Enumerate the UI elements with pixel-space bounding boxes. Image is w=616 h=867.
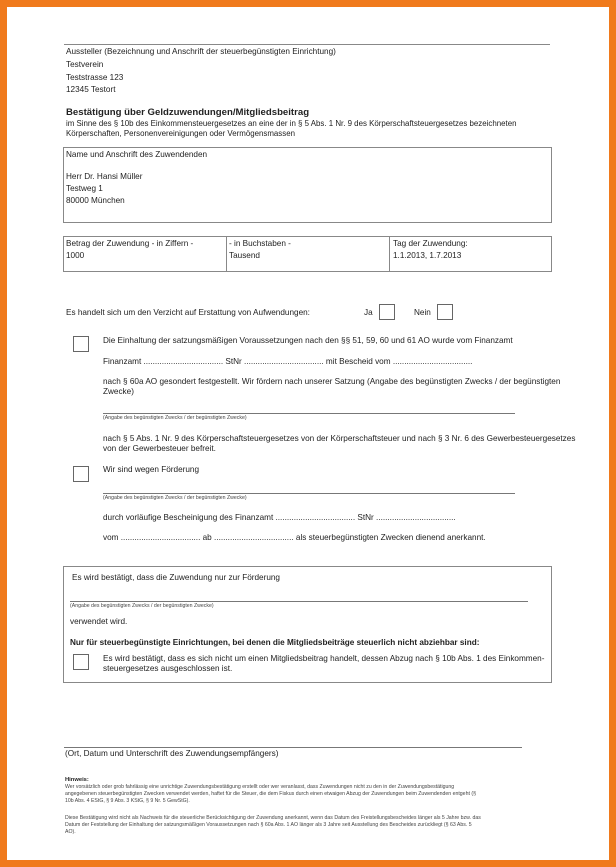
amount-words-value[interactable]: Tausend [229, 251, 260, 260]
waiver-no-checkbox[interactable] [437, 304, 453, 320]
notes-p1-line3: 10b Abs. 4 EStG, § 9 Abs. 3 KStG, § 9 Nr. 5 GewStG). [65, 798, 190, 804]
section1-purpose-hint: (Angabe des begünstigten Zwecks / der begünstigten Zwecke) [103, 415, 247, 421]
membership-checkbox[interactable] [73, 654, 89, 670]
waiver-yes-checkbox[interactable] [379, 304, 395, 320]
section2-checkbox[interactable] [73, 466, 89, 482]
amount-words-label: - in Buchstaben - [229, 239, 291, 248]
confirm-purpose-hint: (Angabe des begünstigten Zwecks / der begünstigten Zwecke) [70, 603, 214, 609]
notes-heading: Hinweis: [65, 777, 89, 783]
confirm-purpose-line[interactable] [70, 601, 528, 602]
donation-date-label: Tag der Zuwendung: [393, 239, 468, 248]
form-page [7, 7, 609, 860]
form-title: Bestätigung über Geldzuwendungen/Mitgliedsbeitrag [66, 107, 310, 118]
section2-purpose-line[interactable] [103, 493, 515, 494]
issuer-name: Testverein [66, 60, 104, 69]
issuer-city: 12345 Testort [66, 85, 116, 94]
issuer-street: Teststrasse 123 [66, 73, 124, 82]
section1-para-line2: Zwecke) [103, 387, 134, 396]
section1-checkbox[interactable] [73, 336, 89, 352]
donor-city[interactable]: 80000 München [66, 196, 125, 205]
waiver-yes-label: Ja [364, 308, 373, 317]
notes-p1-line2: angegebenen steuerbegünstigten Zwecken verwendet werden, haftet für die Steuer, die dem Fiskus durch einen etwaigen Abzug der Zuwendungen beim Zuwendenden entgeht (§ [65, 791, 476, 797]
section2-text: Wir sind wegen Förderung [103, 465, 200, 474]
section1-finanzamt-line[interactable]: Finanzamt ................................... StNr ................................... mit Bescheid vom ................................... [103, 357, 473, 366]
waiver-no-label: Nein [414, 308, 431, 317]
confirm-text: Es wird bestätigt, dass die Zuwendung nur zur Förderung [72, 573, 280, 582]
section1-purpose-line[interactable] [103, 413, 515, 414]
donor-street[interactable]: Testweg 1 [66, 184, 103, 193]
membership-heading: Nur für steuerbegünstigte Einrichtungen, bei denen die Mitgliedsbeiträge steuerlich nicht abziehbar sind: [70, 638, 480, 647]
amount-divider-2 [389, 236, 390, 271]
signature-line[interactable] [64, 747, 522, 748]
amount-digits-value[interactable]: 1000 [66, 251, 85, 260]
section2-purpose-hint: (Angabe des begünstigten Zwecks / der begünstigten Zwecke) [103, 495, 247, 501]
donor-label: Name und Anschrift des Zuwendenden [66, 150, 208, 159]
amount-digits-label: Betrag der Zuwendung - in Ziffern - [66, 239, 194, 248]
issuer-label: Aussteller (Bezeichnung und Anschrift der steuerbegünstigten Einrichtung) [66, 47, 336, 56]
section1-para-line1: nach § 60a AO gesondert festgestellt. Wir fördern nach unserer Satzung (Angabe des begünstigten Zwecks / der begünstigten [103, 377, 561, 386]
section2-line2[interactable]: vom ................................... ab ................................... als steuerbegünstigten Zwecken dienend anerkannt. [103, 533, 486, 542]
waiver-question: Es handelt sich um den Verzicht auf Erstattung von Aufwendungen: [66, 308, 310, 317]
section1-kstg-line1: nach § 5 Abs. 1 Nr. 9 des Körperschaftsteuergesetzes von der Körperschaftsteuer und nach § 3 Nr. 6 des Gewerbesteuergesetzes [103, 434, 576, 443]
form-subtitle-line2: Körperschaften, Personenvereinigungen oder Vermögensmassen [66, 129, 295, 138]
notes-p2-line2: Datum der Feststellung der Einhaltung der satzungsmäßigen Voraussetzungen nach § 60a Abs. 1 AO länger als 3 Jahre seit Ausstellung des Bescheides zurückliegt (§ 63 Abs. 5 [65, 822, 472, 828]
membership-line1: Es wird bestätigt, dass es sich nicht um einen Mitgliedsbeitrag handelt, dessen Abzug nach § 10b Abs. 1 des Einkommen- [103, 654, 545, 663]
membership-line2: steuergesetzes ausgeschlossen ist. [103, 664, 233, 673]
notes-p2-line1: Diese Bestätigung wird nicht als Nachweis für die steuerliche Berücksichtigung der Zuwendung anerkannt, wenn das Datum des Freistellungsbescheides länger als 5 Jahre bzw. das [65, 815, 481, 821]
confirm-used: verwendet wird. [70, 617, 128, 626]
section1-kstg-line2: von der Gewerbesteuer befreit. [103, 444, 216, 453]
notes-p1-line1: Wer vorsätzlich oder grob fahrlässig eine unrichtige Zuwendungsbestätigung erstellt oder wer veranlasst, dass Zuwendungen nicht zu den in der Zuwendungsbestätigung [65, 784, 455, 790]
amount-divider-1 [226, 236, 227, 271]
donation-date-value[interactable]: 1.1.2013, 1.7.2013 [393, 251, 462, 260]
form-subtitle-line1: im Sinne des § 10b des Einkommensteuergesetzes an eine der in § 5 Abs. 1 Nr. 9 des Körperschaftsteuergesetzes bezeichneten [66, 119, 517, 128]
notes-p2-line3: AO). [65, 829, 76, 835]
signature-label: (Ort, Datum und Unterschrift des Zuwendungsempfängers) [65, 749, 279, 758]
donor-name[interactable]: Herr Dr. Hansi Müller [66, 172, 143, 181]
section2-line1[interactable]: durch vorläufige Bescheinigung des Finanzamt ................................... StNr ................................... [103, 513, 456, 522]
section1-text: Die Einhaltung der satzungsmäßigen Voraussetzungen nach den §§ 51, 59, 60 und 61 AO wurde vom Finanzamt [103, 336, 513, 345]
